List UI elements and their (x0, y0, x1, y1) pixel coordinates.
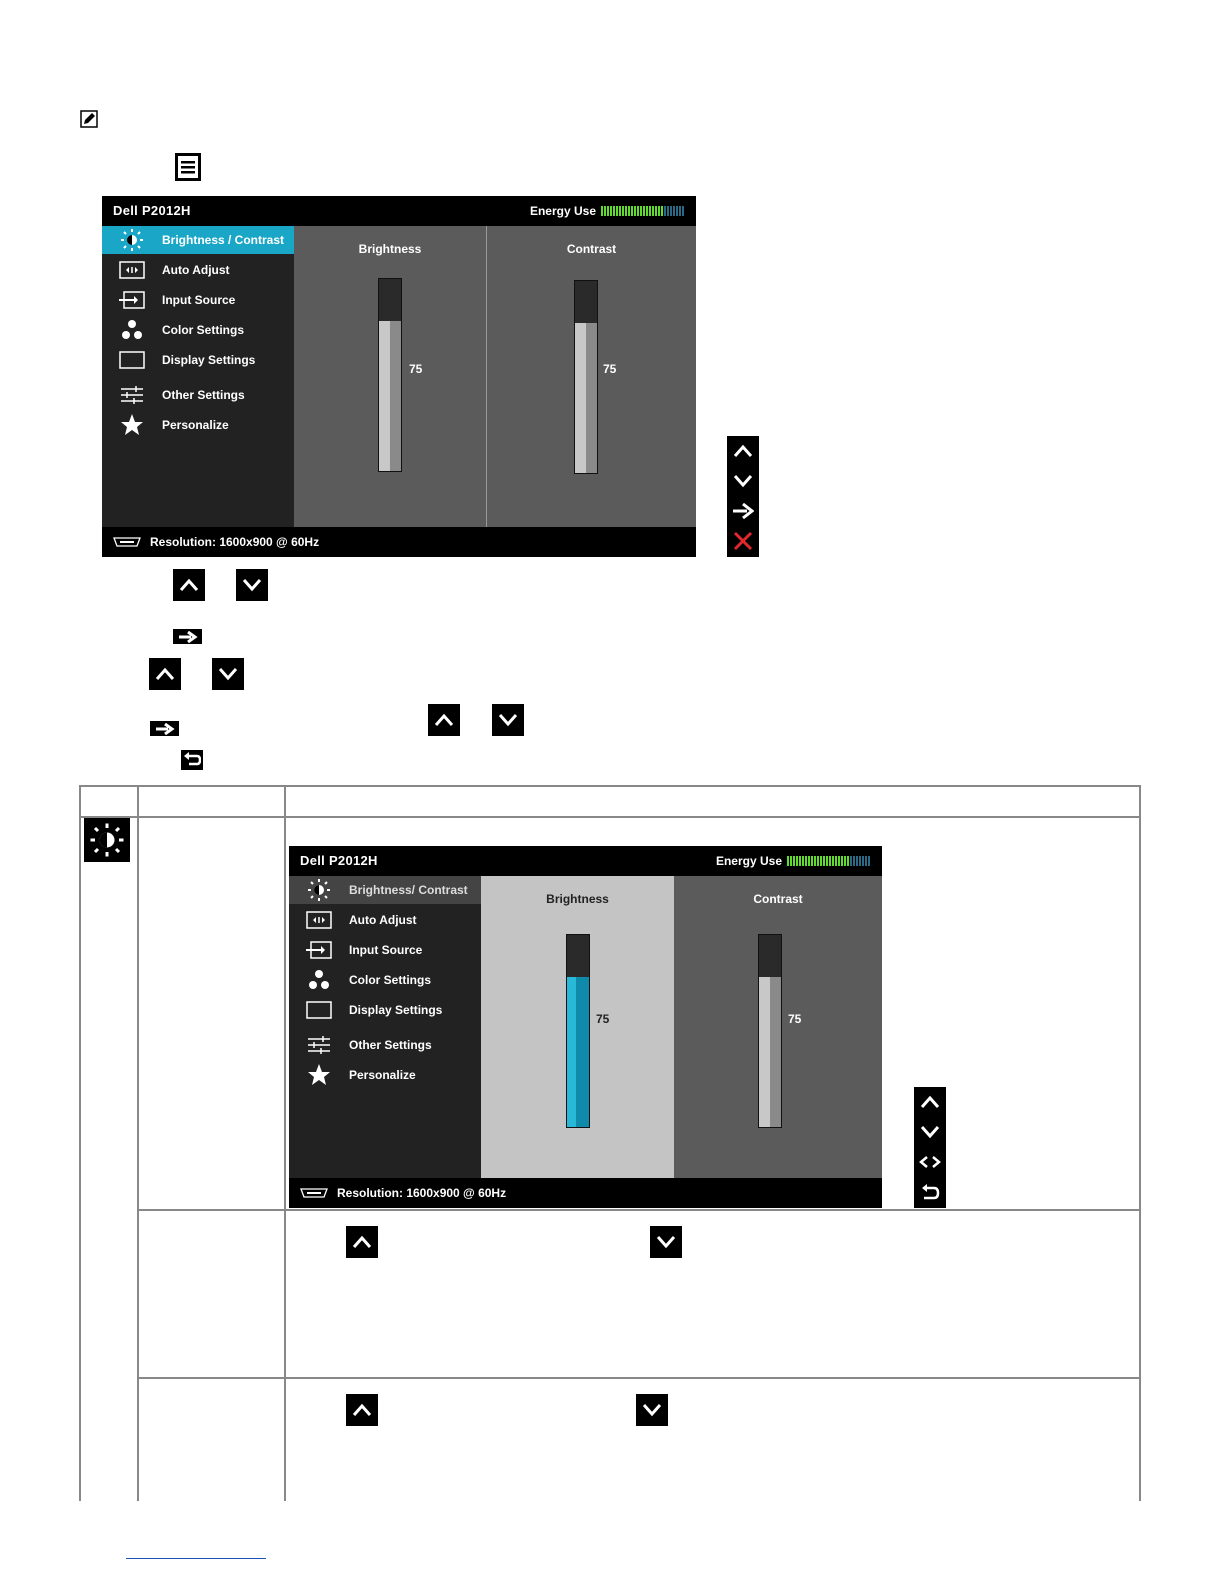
other-settings-icon (307, 1036, 331, 1054)
table-col-right (1139, 785, 1141, 1501)
menu-item-personalize[interactable] (289, 1061, 481, 1089)
up-icon[interactable] (346, 1226, 378, 1258)
brightness-value: 75 (409, 362, 423, 376)
menu-label: Brightness / Contrast (162, 233, 285, 247)
back-icon[interactable] (181, 750, 203, 770)
menu-label: Color Settings (349, 973, 432, 987)
color-settings-icon (308, 969, 330, 991)
table-header-divider (79, 816, 1141, 818)
menu-label: Display Settings (349, 1003, 443, 1017)
osd-header (289, 846, 882, 876)
brightness-panel (294, 226, 486, 527)
menu-item-color-settings[interactable] (289, 966, 481, 994)
down-icon[interactable] (727, 466, 759, 496)
display-settings-icon (306, 1001, 332, 1019)
brightness-panel (481, 876, 674, 1178)
osd-side-buttons-1 (727, 436, 759, 557)
footer-link-underline[interactable] (126, 1558, 266, 1559)
brightness-value: 75 (596, 1012, 610, 1026)
auto-adjust-icon (306, 911, 332, 929)
contrast-slider[interactable] (758, 934, 782, 1128)
menu-item-display-settings[interactable] (289, 996, 481, 1024)
close-icon[interactable] (727, 526, 759, 556)
menu-label: Input Source (162, 293, 236, 307)
osd-menu-screenshot-2 (289, 846, 882, 1208)
down-icon[interactable] (212, 658, 244, 690)
contrast-title: Contrast (566, 242, 617, 256)
menu-item-brightness-contrast[interactable] (102, 226, 294, 254)
up-icon[interactable] (346, 1394, 378, 1426)
menu-label: Auto Adjust (349, 913, 417, 927)
brightness-icon (120, 228, 144, 252)
menu-label: Display Settings (162, 353, 256, 367)
right-arrow-icon[interactable] (173, 629, 202, 644)
brightness-title: Brightness (546, 892, 609, 906)
vga-connector-icon (299, 1187, 329, 1199)
menu-item-input-source[interactable] (102, 286, 294, 314)
down-icon[interactable] (636, 1394, 668, 1426)
energy-use-label: Energy Use (529, 204, 596, 218)
energy-use (530, 204, 684, 218)
menu-label: Input Source (349, 943, 423, 957)
contrast-slider[interactable] (574, 280, 598, 474)
energy-meter (787, 856, 870, 866)
menu-item-auto-adjust[interactable] (289, 906, 481, 934)
menu-icon[interactable] (175, 153, 201, 181)
right-arrow-icon[interactable] (727, 496, 759, 526)
menu-item-brightness-contrast[interactable] (289, 876, 481, 904)
menu-label: Personalize (162, 418, 229, 432)
osd-title: Dell P2012H (113, 203, 191, 218)
input-source-icon (118, 291, 146, 309)
menu-item-input-source[interactable] (289, 936, 481, 964)
left-right-icon[interactable] (914, 1147, 946, 1177)
star-icon (307, 1063, 331, 1087)
down-icon[interactable] (650, 1226, 682, 1258)
energy-use-label: Energy Use (715, 854, 782, 868)
brightness-slider[interactable] (378, 278, 402, 472)
menu-label: Other Settings (349, 1038, 432, 1052)
auto-adjust-icon (119, 261, 145, 279)
table-col-2 (284, 785, 286, 1501)
down-icon[interactable] (492, 704, 524, 736)
osd-footer (102, 527, 696, 557)
up-icon[interactable] (914, 1087, 946, 1117)
menu-label: Other Settings (162, 388, 245, 402)
star-icon (120, 413, 144, 437)
table-col-left (79, 785, 81, 1501)
energy-use (716, 854, 870, 868)
right-arrow-icon[interactable] (150, 721, 179, 736)
contrast-value: 75 (603, 362, 617, 376)
contrast-panel (674, 876, 882, 1178)
menu-item-personalize[interactable] (102, 411, 294, 439)
osd-main-menu (289, 876, 481, 1178)
osd-header (102, 196, 696, 226)
brightness-icon (84, 818, 130, 862)
table-row-divider (137, 1209, 1141, 1211)
menu-item-display-settings[interactable] (102, 346, 294, 374)
down-icon[interactable] (236, 569, 268, 601)
menu-label: Auto Adjust (162, 263, 230, 277)
menu-item-other-settings[interactable] (102, 381, 294, 409)
up-icon[interactable] (727, 436, 759, 466)
other-settings-icon (120, 386, 144, 404)
menu-label: Color Settings (162, 323, 245, 337)
osd-title: Dell P2012H (300, 853, 378, 868)
menu-item-color-settings[interactable] (102, 316, 294, 344)
note-pencil-icon (80, 110, 98, 128)
energy-meter (601, 206, 684, 216)
contrast-value: 75 (788, 1012, 802, 1026)
resolution-text: Resolution: 1600x900 @ 60Hz (150, 535, 320, 549)
contrast-title: Contrast (753, 892, 803, 906)
color-settings-icon (121, 319, 143, 341)
table-border-top (79, 785, 1141, 787)
vga-connector-icon (112, 536, 142, 548)
brightness-slider[interactable] (566, 934, 590, 1128)
osd-footer (289, 1178, 882, 1208)
brightness-title: Brightness (358, 242, 422, 256)
input-source-icon (305, 941, 333, 959)
menu-label: Personalize (349, 1068, 416, 1082)
display-settings-icon (119, 351, 145, 369)
back-icon[interactable] (914, 1177, 946, 1207)
osd-menu-screenshot-1 (102, 196, 696, 557)
up-icon[interactable] (173, 569, 205, 601)
down-icon[interactable] (914, 1117, 946, 1147)
osd-side-buttons-2 (914, 1087, 946, 1208)
menu-item-auto-adjust[interactable] (102, 256, 294, 284)
resolution-text: Resolution: 1600x900 @ 60Hz (337, 1186, 507, 1200)
menu-label: Brightness/ Contrast (349, 883, 468, 897)
osd-main-menu (102, 226, 294, 527)
contrast-panel (487, 226, 696, 527)
table-col-1 (137, 785, 139, 1501)
menu-item-other-settings[interactable] (289, 1031, 481, 1059)
up-icon[interactable] (149, 658, 181, 690)
up-icon[interactable] (428, 704, 460, 736)
brightness-icon (307, 878, 331, 902)
table-row-divider (137, 1377, 1141, 1379)
